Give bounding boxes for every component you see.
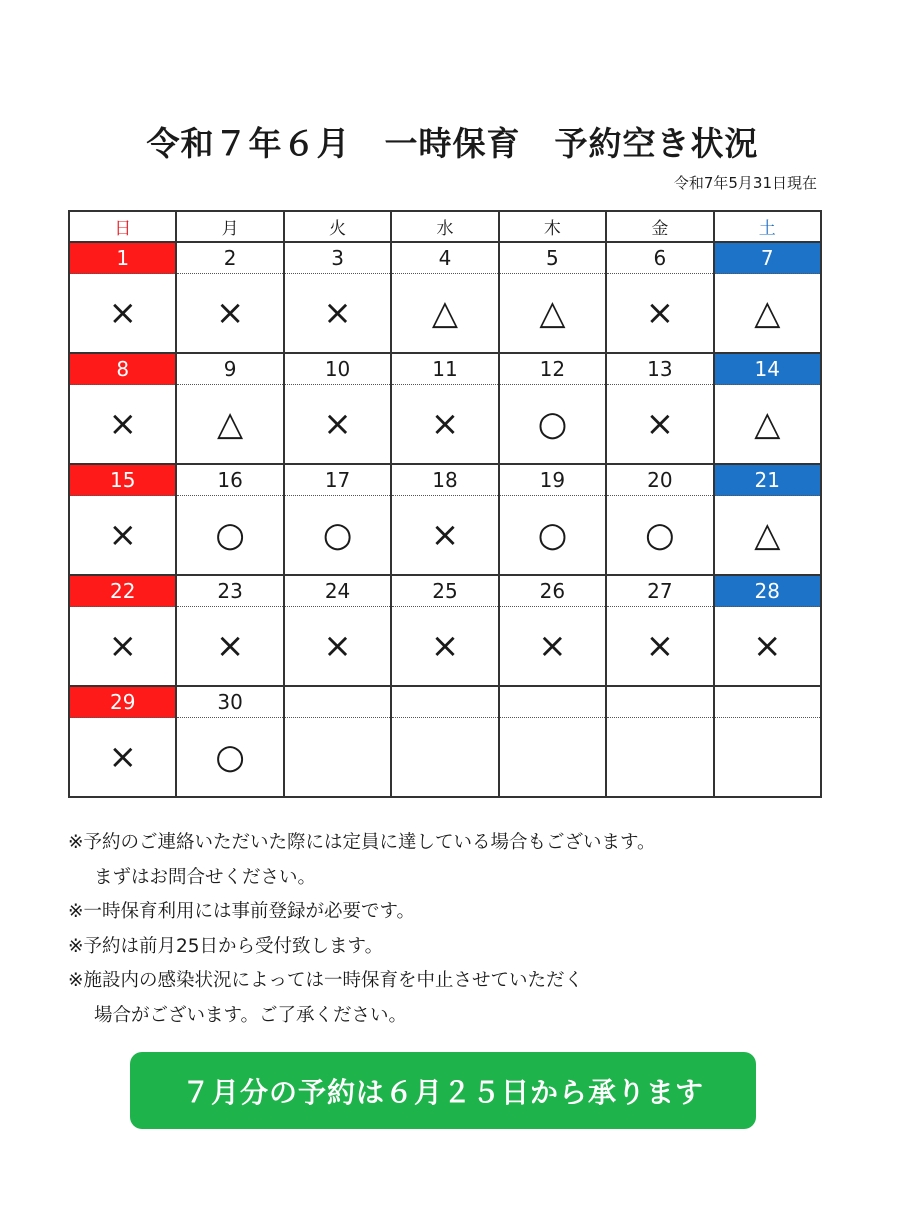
availability-mark <box>606 718 713 798</box>
date-cell: 1 <box>69 242 176 274</box>
date-cell: 19 <box>499 464 606 496</box>
date-cell: 3 <box>284 242 391 274</box>
date-cell <box>284 686 391 718</box>
availability-mark: △ <box>176 385 283 465</box>
date-row <box>69 242 821 274</box>
availability-mark <box>284 718 391 798</box>
date-cell: 10 <box>284 353 391 385</box>
date-cell: 4 <box>391 242 498 274</box>
availability-mark: △ <box>714 496 821 576</box>
as-of-date: 令和7年5月31日現在 <box>673 174 817 192</box>
date-cell: 24 <box>284 575 391 607</box>
availability-row <box>69 385 821 465</box>
availability-mark: △ <box>714 274 821 354</box>
availability-mark: ○ <box>176 718 283 798</box>
availability-mark: ○ <box>176 496 283 576</box>
date-cell: 2 <box>176 242 283 274</box>
date-cell: 17 <box>284 464 391 496</box>
availability-mark: △ <box>714 385 821 465</box>
date-row <box>69 686 821 718</box>
note-line: ※施設内の感染状況によっては一時保育を中止させていただく <box>68 970 584 991</box>
date-cell: 30 <box>176 686 283 718</box>
date-cell <box>391 686 498 718</box>
availability-mark: × <box>499 607 606 687</box>
weekday-sun: 日 <box>69 211 176 242</box>
date-cell: 22 <box>69 575 176 607</box>
availability-row <box>69 274 821 354</box>
date-cell: 28 <box>714 575 821 607</box>
weekday-sat: 土 <box>714 211 821 242</box>
notes-list <box>68 826 656 1033</box>
date-cell: 14 <box>714 353 821 385</box>
date-cell: 21 <box>714 464 821 496</box>
availability-mark: × <box>391 385 498 465</box>
availability-mark: △ <box>499 274 606 354</box>
date-cell: 6 <box>606 242 713 274</box>
date-cell: 26 <box>499 575 606 607</box>
date-cell: 12 <box>499 353 606 385</box>
date-row <box>69 464 821 496</box>
availability-row <box>69 607 821 687</box>
reservation-banner: ７月分の予約は６月２５日から承ります <box>130 1052 756 1129</box>
availability-mark: × <box>714 607 821 687</box>
weekday-thu: 木 <box>499 211 606 242</box>
date-row <box>69 575 821 607</box>
weekday-mon: 月 <box>176 211 283 242</box>
availability-mark: ○ <box>606 496 713 576</box>
weekday-wed: 水 <box>391 211 498 242</box>
date-cell: 23 <box>176 575 283 607</box>
date-cell: 7 <box>714 242 821 274</box>
date-cell <box>606 686 713 718</box>
note-line: ※予約のご連絡いただいた際には定員に達している場合もございます。 <box>68 832 656 853</box>
availability-mark: × <box>391 607 498 687</box>
availability-mark: ○ <box>499 385 606 465</box>
availability-mark: × <box>69 385 176 465</box>
date-cell: 20 <box>606 464 713 496</box>
note-line: ※一時保育利用には事前登録が必要です。 <box>68 901 416 922</box>
date-cell <box>499 686 606 718</box>
availability-mark: × <box>69 607 176 687</box>
weekday-header-row <box>69 211 821 242</box>
date-cell: 9 <box>176 353 283 385</box>
date-cell: 8 <box>69 353 176 385</box>
date-row <box>69 353 821 385</box>
weekday-tue: 火 <box>284 211 391 242</box>
availability-mark: × <box>606 385 713 465</box>
date-cell: 16 <box>176 464 283 496</box>
availability-mark: × <box>284 607 391 687</box>
date-cell: 29 <box>69 686 176 718</box>
note-line: まずはお問合せください。 <box>94 866 317 888</box>
availability-mark: × <box>391 496 498 576</box>
availability-mark: × <box>69 274 176 354</box>
availability-mark: × <box>176 274 283 354</box>
availability-mark: ○ <box>284 496 391 576</box>
date-cell: 13 <box>606 353 713 385</box>
date-cell: 25 <box>391 575 498 607</box>
availability-row <box>69 718 821 798</box>
availability-mark: × <box>606 274 713 354</box>
availability-mark <box>714 718 821 798</box>
availability-mark: × <box>69 718 176 798</box>
date-cell: 18 <box>391 464 498 496</box>
date-cell: 15 <box>69 464 176 496</box>
availability-mark <box>391 718 498 798</box>
date-cell <box>714 686 821 718</box>
availability-row <box>69 496 821 576</box>
availability-mark: × <box>176 607 283 687</box>
availability-mark: × <box>284 385 391 465</box>
date-cell: 5 <box>499 242 606 274</box>
date-cell: 27 <box>606 575 713 607</box>
availability-mark: × <box>284 274 391 354</box>
note-line: ※予約は前月25日から受付致します。 <box>68 935 384 957</box>
availability-mark: △ <box>391 274 498 354</box>
note-line: 場合がございます。ご了承ください。 <box>94 1004 408 1026</box>
availability-mark: × <box>69 496 176 576</box>
availability-mark: ○ <box>499 496 606 576</box>
availability-mark <box>499 718 606 798</box>
availability-mark: × <box>606 607 713 687</box>
date-cell: 11 <box>391 353 498 385</box>
availability-calendar <box>68 210 822 798</box>
weekday-fri: 金 <box>606 211 713 242</box>
page-title: 令和７年６月 一時保育 予約空き状況 <box>146 124 759 163</box>
